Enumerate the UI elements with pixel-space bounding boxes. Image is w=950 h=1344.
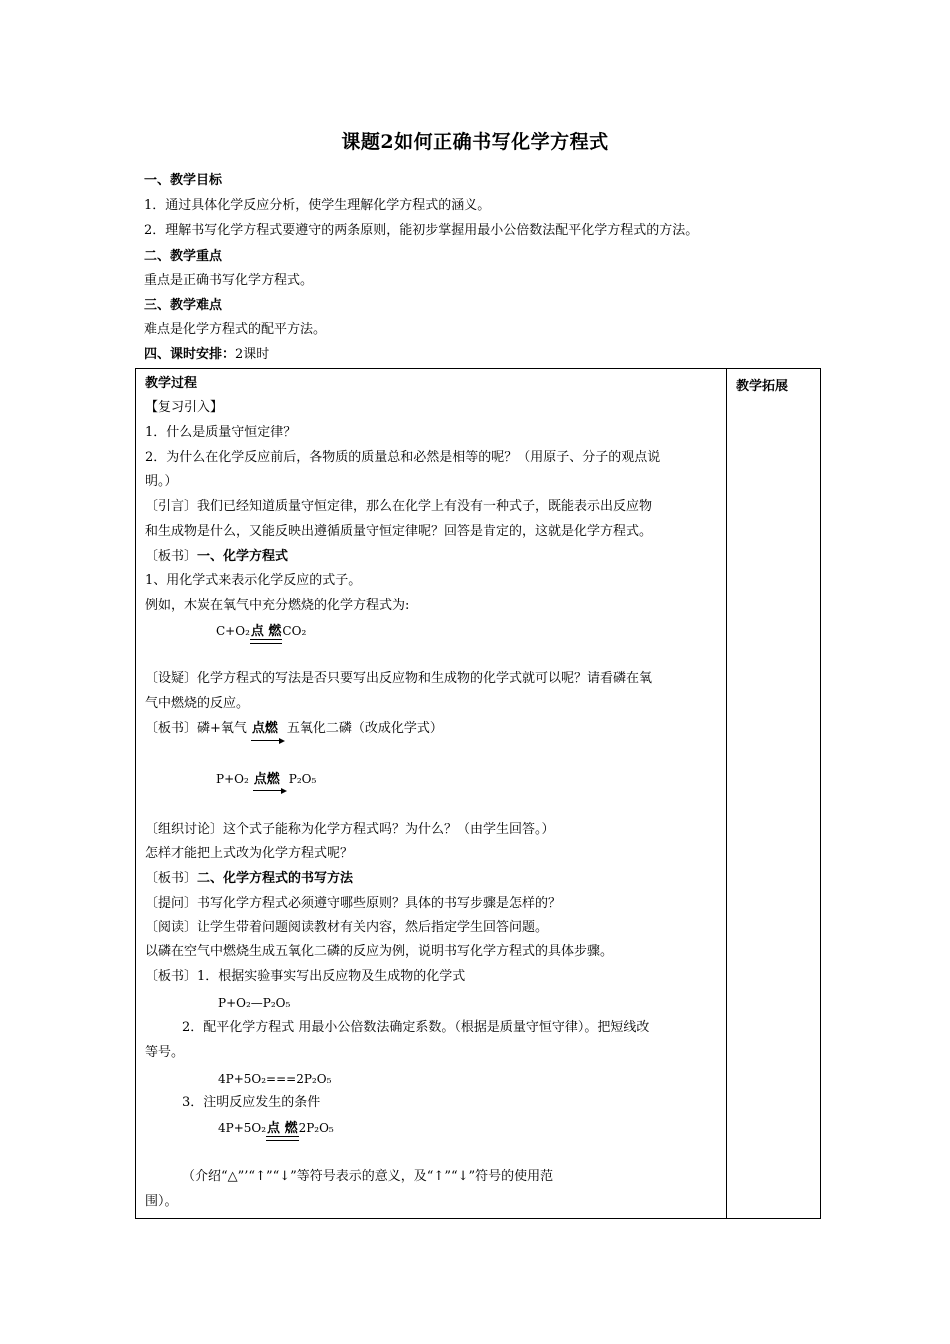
condition-label: 点燃 [251,721,278,736]
page-title: 课题2如何正确书写化学方程式 [341,131,609,153]
arrow-head-icon [279,738,285,744]
condition-ignite-arrow [251,720,279,738]
equation-right: 2P₂O₅ [298,1121,334,1135]
discussion-line: 〔组织讨论〕这个式子能称为化学方程式吗？为什么？（由学生回答。） [145,822,555,837]
condition-label: 点燃 [253,772,280,787]
reading-line: 〔阅读〕让学生带着问题阅读教材有关内容，然后指定学生回答问题。 [145,920,549,935]
process-line: 2．为什么在化学反应前后，各物质的质量总和必然是相等的呢？（用原子、分子的观点说 [145,450,661,465]
doubt-line: 〔设疑〕化学方程式的写法是否只要写出反应物和生成物的化学式就可以呢？请看磷在氧 [145,671,653,686]
condition-label: 点 燃 [267,1121,298,1136]
board-title: 二、化学方程式的书写方法 [197,871,354,886]
process-column-heading: 教学过程 [145,376,198,391]
question-line: 〔提问〕书写化学方程式必须遵守哪些原则？具体的书写步骤是怎样的？ [145,896,562,911]
section-difficulty-heading: 三、教学难点 [144,298,223,313]
equation-right: CO₂ [282,624,307,638]
step-2-line: 2．配平化学方程式 用最小公倍数法确定系数。（根据是质量守恒守律）。把短线改 [182,1020,650,1035]
condition-ignite [250,624,283,640]
step-1-line: 〔板书〕1．根据实验事实写出反应物及生成物的化学式 [145,969,466,984]
equation-left: P+O₂ [216,772,249,786]
objective-2: 2．理解书写化学方程式要遵守的两条原则，能初步掌握用最小公倍数法配平化学方程式的方法。 [144,223,699,238]
arrow-head-icon [281,788,287,794]
process-line: 明。） [145,474,178,489]
board-suffix: 五氧化二磷（改成化学式） [286,721,443,736]
board-phosphorus-word [145,720,443,738]
difficulty-text: 难点是化学方程式的配平方法。 [144,322,327,337]
section-schedule [144,346,269,364]
teaching-table [135,368,821,1219]
process-line: 1．什么是质量守恒定律？ [145,425,297,440]
equation-unbalanced: P+O₂—P₂O₅ [218,996,291,1010]
board-title: 一、化学方程式 [197,549,289,564]
condition-ignite [266,1121,299,1137]
step-2-line: 等号。 [145,1045,185,1060]
process-line: 【复习引入】 [145,400,224,415]
board-prefix: 〔板书〕 [145,871,198,886]
definition-line: 1、用化学式来表示化学反应的式子。 [145,573,362,588]
symbols-intro-line: （介绍“△”’“↑”“↓”等符号表示的意义，及“↑”“↓”符号的使用范 [182,1169,554,1184]
equation-left: 4P+5O₂ [218,1121,267,1135]
equation-carbon [216,623,306,640]
section-keypoint-heading: 二、教学重点 [144,249,223,264]
equation-right: P₂O₅ [288,772,317,786]
board-prefix: 〔板书〕磷+氧气 [145,721,247,736]
process-line: 〔引言〕我们已经知道质量守恒定律，那么在化学上有没有一种式子，既能表示出反应物 [145,499,653,514]
schedule-value: 2课时 [235,347,270,362]
double-line [250,639,283,644]
process-line: 和生成物是什么，又能反映出遵循质量守恒定律呢？回答是肯定的，这就是化学方程式。 [145,524,653,539]
equation-balanced: 4P+5O₂===2P₂O₅ [218,1072,332,1086]
example-line: 例如，木炭在氧气中充分燃烧的化学方程式为: [145,598,410,613]
board-prefix: 〔板书〕 [145,549,198,564]
discussion-line: 怎样才能把上式改为化学方程式呢？ [145,846,354,861]
column-divider [726,369,727,1218]
step-3-line: 3．注明反应发生的条件 [182,1095,321,1110]
equation-with-condition [218,1120,334,1137]
double-line [266,1136,299,1141]
keypoint-text: 重点是正确书写化学方程式。 [144,273,314,288]
extension-column-heading: 教学拓展 [736,379,789,394]
equation-phosphorus-arrow [216,771,316,788]
symbols-intro-line: 围）。 [145,1194,178,1209]
board-heading-1 [145,548,288,566]
objective-1: 1．通过具体化学反应分析，使学生理解化学方程式的涵义。 [144,198,491,213]
equation-left: C+O₂ [216,624,250,638]
example-line: 以磷在空气中燃烧生成五氧化二磷的反应为例，说明书写化学方程式的具体步骤。 [145,944,614,959]
board-heading-2 [145,870,353,888]
condition-ignite-arrow [253,772,281,788]
schedule-heading: 四、课时安排： [144,347,236,362]
doubt-line: 气中燃烧的反应。 [145,696,250,711]
condition-label: 点 燃 [250,624,282,639]
section-objectives-heading: 一、教学目标 [144,173,223,188]
